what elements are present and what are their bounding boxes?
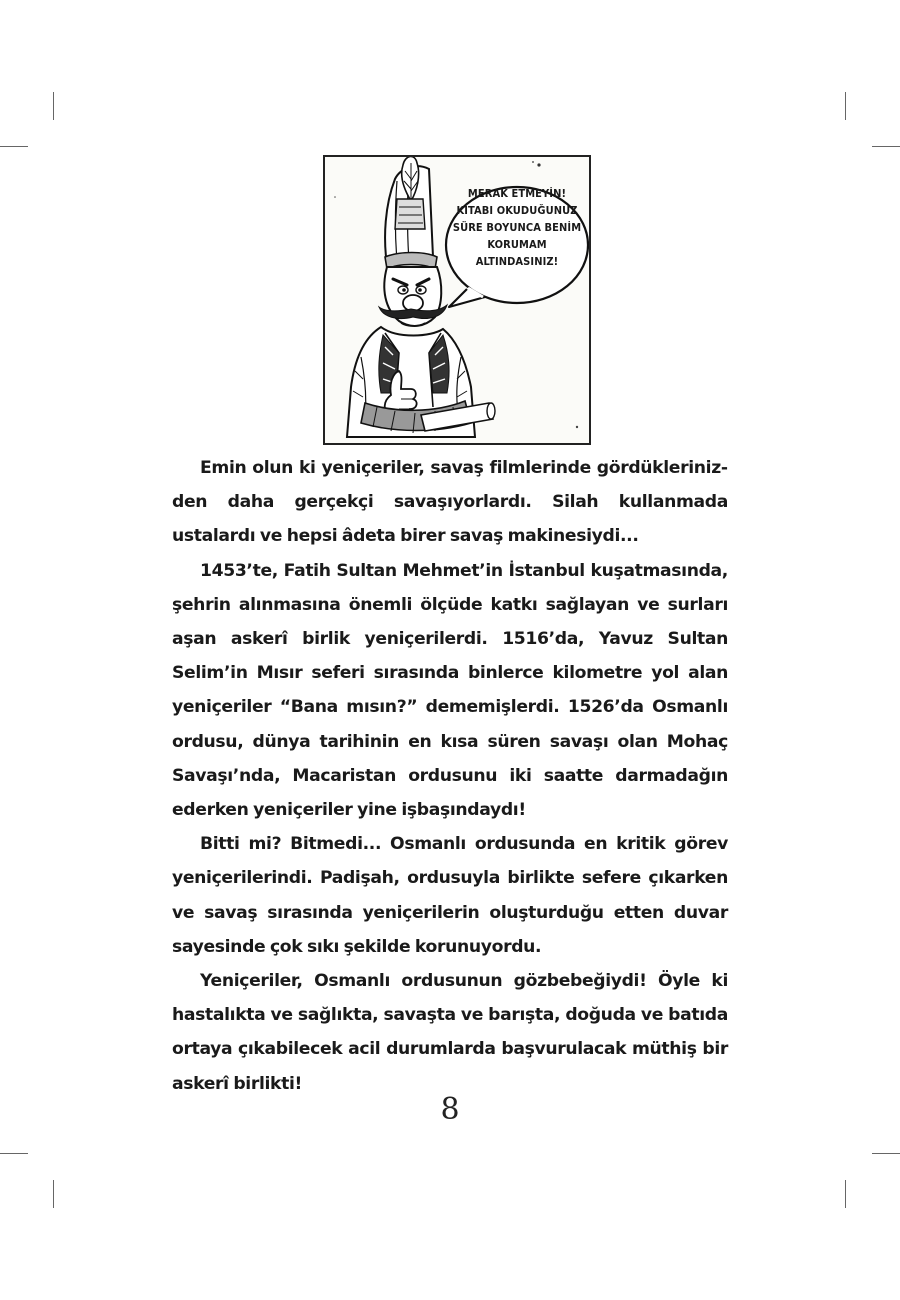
janissary-illustration: [323, 155, 591, 445]
crop-mark: [872, 1153, 900, 1154]
paragraph: 1453’te, Fatih Sultan Mehmet’in İstanbul kuşatmasında, şehrin alınmasına önemli ölçüde katkı sağlayan ve surları aşan askerî birlik yeniçerilerdi. 1516’da, Yavuz Sultan Selim’in Mısır seferi sırasında binlerce kilometre yol alan yeniçeriler “Bana mısın?” dememişlerdi. 1526’da Osmanlı ordusu, dünya tarihinin en kısa süren savaşı olan Mohaç Savaşı’nda, Macaristan ordusunu iki saatte darmadağın ederken yeniçeriler yine işbaşındaydı!: [172, 560, 728, 821]
crop-mark: [0, 146, 28, 147]
speech-line: SÜRE BOYUNCA BENİM: [452, 221, 582, 234]
speech-line: MERAK ETMEYİN!: [467, 187, 567, 200]
page-number: 8: [440, 1092, 460, 1127]
crop-mark: [845, 1180, 846, 1208]
speech-line: KORUMAM: [487, 238, 547, 251]
speech-line: KİTABI OKUDUĞUNUZ: [456, 204, 578, 217]
crop-mark: [872, 146, 900, 147]
body-text: [172, 451, 728, 1101]
paragraph: Bitti mi? Bitmedi... Osmanlı ordusunda en kritik görev yeniçerilerindi. Padişah, ordusuyla birlikte sefere çıkarken ve savaş sırasında yeniçerilerin oluşturduğu etten duvar sayesinde çok sıkı şekilde korunuyordu.: [172, 834, 728, 957]
crop-mark: [53, 92, 54, 120]
crop-mark: [53, 1180, 54, 1208]
speech-line: ALTINDASINIZ!: [475, 255, 559, 268]
paragraph: Emin olun ki yeniçeriler, savaş filmlerinde gördüklerinizden daha gerçekçi savaşıyorlardı. Silah kullanmada ustalardı ve hepsi âdeta birer savaş makinesiydi...: [172, 458, 728, 547]
paragraph: Yeniçeriler, Osmanlı ordusunun gözbebeğiydi! Öyle ki hastalıkta ve sağlıkta, savaşta ve barışta, doğuda ve batıda ortaya çıkabilecek acil durumlarda başvurulacak müthiş bir askerî birlikti!: [172, 971, 728, 1094]
crop-mark: [845, 92, 846, 120]
crop-mark: [0, 1153, 28, 1154]
speech-bubble-text: [449, 185, 585, 270]
